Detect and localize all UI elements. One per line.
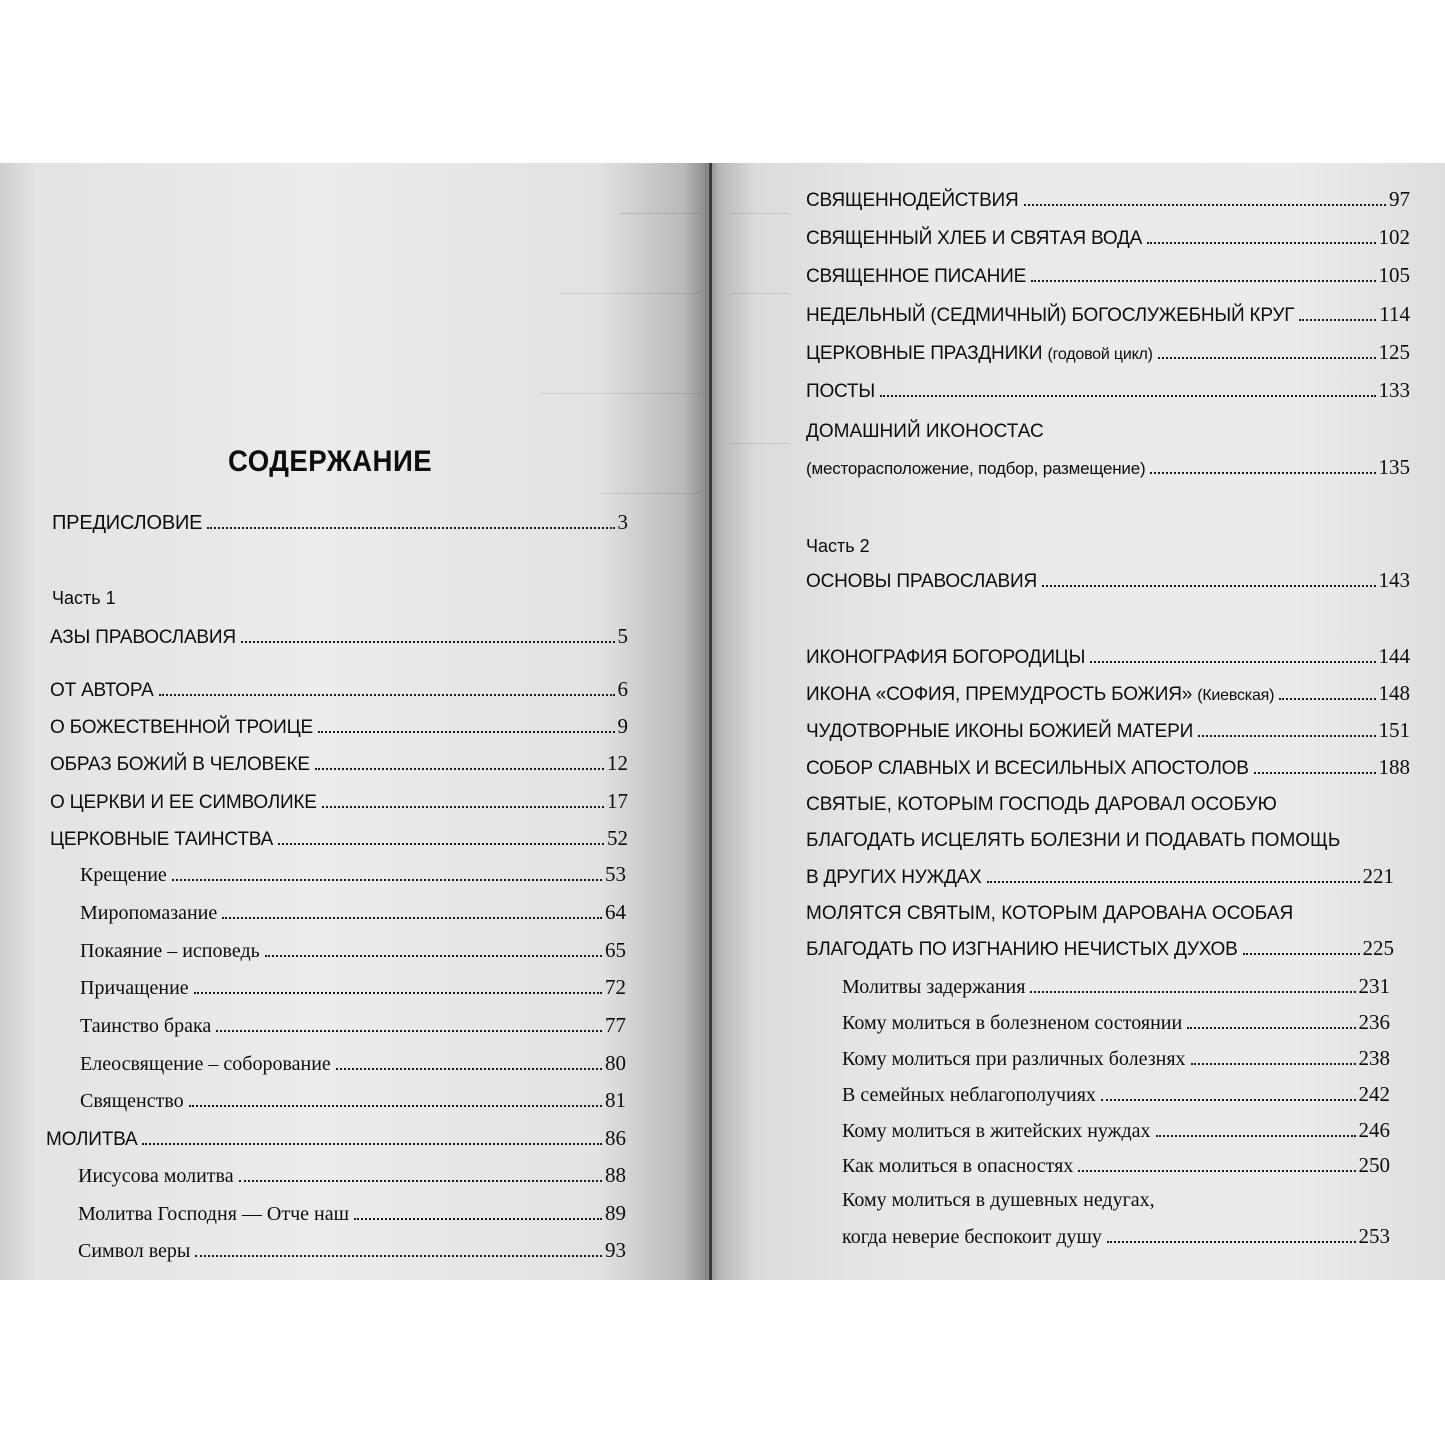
toc-subentry[interactable]: В семейных неблагополучиях 242 (842, 1082, 1390, 1106)
toc-subentry[interactable]: Кому молиться в житейских нуждах 246 (842, 1118, 1390, 1142)
toc-subentry[interactable]: Таинство брака 77 (80, 1013, 626, 1037)
toc-entry-saints-healing-line2: БЛАГОДАТЬ ИСЦЕЛЯТЬ БОЛЕЗНИ И ПОДАВАТЬ ПОМОЩЬ (806, 830, 1341, 851)
toc-subentry[interactable]: Как молиться в опасностях 250 (842, 1153, 1390, 1177)
toc-entry-saints-exorcism-line1: МОЛЯТСЯ СВЯТЫМ, КОТОРЫМ ДАРОВАНА ОСОБАЯ (806, 903, 1294, 924)
toc-subentry[interactable]: Молитвы задержания 231 (842, 974, 1390, 998)
toc-entry-saints-exorcism[interactable]: БЛАГОДАТЬ ПО ИЗГНАНИЮ НЕЧИСТЫХ ДУХОВ 225 (806, 936, 1394, 960)
toc-entry[interactable]: ПОСТЫ 133 (806, 378, 1410, 402)
toc-subentry[interactable]: Миропомазание 64 (80, 900, 626, 924)
toc-entry-basics[interactable]: ОСНОВЫ ПРАВОСЛАВИЯ 143 (806, 568, 1410, 592)
toc-entry[interactable]: СВЯЩЕННОЕ ПИСАНИЕ 105 (806, 263, 1410, 287)
toc-subentry[interactable]: Причащение 72 (80, 975, 626, 999)
book-gutter (709, 163, 712, 1280)
toc-entry[interactable]: ЦЕРКОВНЫЕ ПРАЗДНИКИ (годовой цикл) 125 (806, 340, 1410, 364)
toc-entry[interactable]: СВЯЩЕННОДЕЙСТВИЯ 97 (806, 187, 1410, 211)
toc-entry[interactable]: ЧУДОТВОРНЫЕ ИКОНЫ БОЖИЕЙ МАТЕРИ 151 (806, 718, 1410, 742)
toc-subentry[interactable]: Кому молиться при различных болезнях 238 (842, 1046, 1390, 1070)
toc-subentry[interactable]: Кому молиться в болезненом состоянии 236 (842, 1010, 1390, 1034)
toc-entry-iconostas[interactable]: (месторасположение, подбор, размещение) 135 (806, 455, 1410, 479)
toc-subentry-doubt[interactable]: когда неверие беспокоит душу 253 (842, 1224, 1390, 1248)
toc-subentry[interactable]: Крещение 53 (80, 862, 626, 886)
toc-entry-preface[interactable]: ПРЕДИСЛОВИЕ 3 (52, 510, 628, 534)
toc-subentry[interactable]: Молитва Господня — Отче наш 89 (78, 1201, 626, 1225)
part-1-label: Часть 1 (52, 588, 116, 608)
toc-entry[interactable]: ОБРАЗ БОЖИЙ В ЧЕЛОВЕКЕ 12 (50, 751, 628, 775)
toc-entry-saints-healing-line1: СВЯТЫЕ, КОТОРЫМ ГОСПОДЬ ДАРОВАЛ ОСОБУЮ (806, 794, 1277, 815)
toc-entry[interactable]: АЗЫ ПРАВОСЛАВИЯ 5 (50, 624, 628, 648)
toc-entry[interactable]: ЦЕРКОВНЫЕ ТАИНСТВА 52 (50, 826, 628, 850)
toc-subentry[interactable]: Елеосвящение – соборование 80 (80, 1051, 626, 1075)
toc-entry[interactable]: МОЛИТВА 86 (46, 1126, 626, 1150)
toc-entry-saints-healing[interactable]: В ДРУГИХ НУЖДАХ 221 (806, 864, 1394, 888)
toc-entry[interactable]: НЕДЕЛЬНЫЙ (СЕДМИЧНЫЙ) БОГОСЛУЖЕБНЫЙ КРУГ 114 (806, 302, 1410, 326)
toc-subentry[interactable]: Священство 81 (80, 1088, 626, 1112)
toc-entry[interactable]: ОТ АВТОРА 6 (50, 677, 628, 701)
toc-entry[interactable]: О ЦЕРКВИ И ЕЕ СИМВОЛИКЕ 17 (50, 789, 628, 813)
toc-entry[interactable]: СВЯЩЕННЫЙ ХЛЕБ И СВЯТАЯ ВОДА 102 (806, 225, 1410, 249)
toc-entry[interactable]: СОБОР СЛАВНЫХ И ВСЕСИЛЬНЫХ АПОСТОЛОВ 188 (806, 755, 1410, 779)
toc-subentry[interactable]: Символ веры 93 (78, 1238, 626, 1262)
toc-entry-iconostas-line1: ДОМАШНИЙ ИКОНОСТАС (806, 421, 1044, 442)
toc-entry[interactable]: ИКОНА «СОФИЯ, ПРЕМУДРОСТЬ БОЖИЯ» (Киевская) 148 (806, 681, 1410, 705)
toc-subentry[interactable]: Иисусова молитва 88 (78, 1163, 626, 1187)
toc-entry[interactable]: О БОЖЕСТВЕННОЙ ТРОИЦЕ 9 (50, 714, 628, 738)
part-2-label: Часть 2 (806, 536, 870, 556)
toc-title: СОДЕРЖАНИЕ (228, 445, 433, 478)
toc-subentry-doubt-line1: Кому молиться в душевных недугах, (842, 1189, 1155, 1211)
toc-entry[interactable]: ИКОНОГРАФИЯ БОГОРОДИЦЫ 144 (806, 644, 1410, 668)
toc-subentry[interactable]: Покаяние – исповедь 65 (80, 938, 626, 962)
